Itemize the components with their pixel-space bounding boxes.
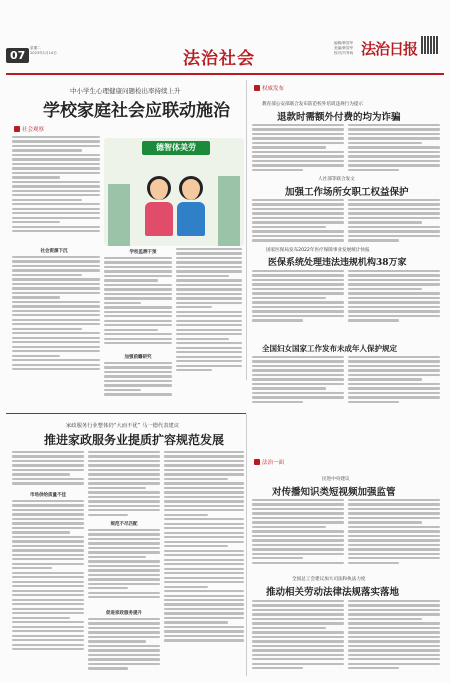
article1-column bbox=[176, 248, 242, 374]
article2-tag bbox=[254, 84, 284, 92]
article6-subhead: 市场供给质量不佳 bbox=[30, 493, 66, 498]
tag-icon bbox=[254, 85, 260, 91]
article1-tag-label: 社会观察 bbox=[22, 127, 45, 133]
article6-column bbox=[88, 451, 160, 518]
article3-column bbox=[252, 199, 344, 244]
article2-column bbox=[348, 124, 440, 173]
paper-logo: 法治日报 bbox=[361, 40, 418, 58]
article7-column bbox=[348, 499, 440, 566]
article6-column bbox=[164, 451, 244, 644]
article1-column bbox=[104, 257, 172, 347]
article6-kicker: 家政服务行业整体仍“大而不优” 马一德代表建议 bbox=[66, 423, 180, 429]
article1-subhead: 社会资源下沉 bbox=[40, 249, 68, 254]
article7-headline: 对传播知识类短视频加强监管 bbox=[272, 487, 396, 498]
article6-column bbox=[88, 529, 160, 601]
article7-tag bbox=[254, 458, 284, 466]
article2-kicker: 教育部公安部联合发布防范校外培训违规行为提示 bbox=[262, 102, 364, 107]
article4-headline: 医保系统处理违法违规机构38万家 bbox=[268, 258, 407, 268]
article1-headline: 学校家庭社会应联动施治 bbox=[43, 101, 230, 121]
article1-column bbox=[12, 136, 100, 235]
article6-column bbox=[12, 451, 84, 487]
editor-line: 校对/冯秀尚 bbox=[334, 51, 354, 55]
article4-kicker: 国家医保局发布2022年医疗保障事业发展统计快报 bbox=[266, 248, 370, 253]
article1-subhead: 学校监测干预 bbox=[129, 250, 157, 255]
section-divider bbox=[6, 413, 246, 414]
article8-column bbox=[252, 600, 344, 672]
child-figure bbox=[176, 176, 206, 236]
building-shape bbox=[108, 184, 130, 246]
column-divider bbox=[246, 80, 247, 380]
article1-kicker: 中小学生心理健康问题检出率持续上升 bbox=[70, 87, 181, 95]
article8-headline: 推动相关劳动法律法规落实落地 bbox=[266, 587, 400, 598]
page-number: 07 bbox=[6, 48, 29, 63]
editor-credits bbox=[334, 41, 353, 56]
meta-line: 星期二 bbox=[30, 46, 41, 50]
illustration-children bbox=[104, 138, 244, 246]
qr-code-icon bbox=[421, 36, 439, 54]
page-header bbox=[0, 0, 450, 74]
article7-tag-label: 法治一面 bbox=[262, 460, 285, 466]
article8-column bbox=[348, 600, 440, 672]
editor-line: 编辑/韩智华 bbox=[334, 41, 354, 45]
article6-headline: 推进家政服务业提质扩容规范发展 bbox=[44, 433, 225, 447]
article2-headline: 退款时需额外付费的均为诈骗 bbox=[277, 112, 401, 123]
article3-column bbox=[348, 199, 440, 244]
article7-column bbox=[252, 499, 344, 566]
tag-icon bbox=[254, 459, 260, 465]
article5-column bbox=[348, 356, 440, 405]
section-title: 法治社会 bbox=[183, 49, 255, 69]
article5-column bbox=[252, 356, 344, 405]
building-shape bbox=[218, 176, 240, 246]
page-date bbox=[30, 46, 57, 55]
article6-subhead: 规范不尽匹配 bbox=[110, 522, 138, 527]
article3-kicker: 人社部等联合发文 bbox=[318, 177, 355, 182]
article2-tag-label: 权威发布 bbox=[262, 86, 285, 92]
article4-column bbox=[252, 270, 344, 324]
article6-column bbox=[88, 618, 160, 672]
column-divider bbox=[246, 414, 247, 676]
header-rule bbox=[6, 73, 444, 75]
child-figure bbox=[144, 176, 174, 236]
article1-column bbox=[12, 256, 100, 373]
article1-subhead: 加强前瞻研究 bbox=[124, 355, 152, 360]
article7-kicker: 民进中央建议 bbox=[322, 477, 350, 482]
article1-tag bbox=[14, 125, 44, 133]
article2-column bbox=[252, 124, 344, 173]
tag-icon bbox=[14, 126, 20, 132]
article3-headline: 加强工作场所女职工权益保护 bbox=[285, 187, 409, 198]
meta-line: 2023年1月14日 bbox=[30, 50, 57, 55]
article1-column bbox=[104, 362, 172, 398]
article8-kicker: 全国总工会建议加大司法和执法力度 bbox=[292, 577, 366, 582]
article6-subhead: 促进家政服务提升 bbox=[106, 611, 142, 616]
illustration-banner: 德智体美劳 bbox=[142, 141, 210, 155]
article5-headline: 全国妇女国家工作发布未成年人保护规定 bbox=[262, 344, 397, 353]
editor-line: 美编/韩智华 bbox=[334, 46, 354, 50]
article4-column bbox=[348, 270, 440, 324]
article6-column bbox=[12, 500, 84, 652]
